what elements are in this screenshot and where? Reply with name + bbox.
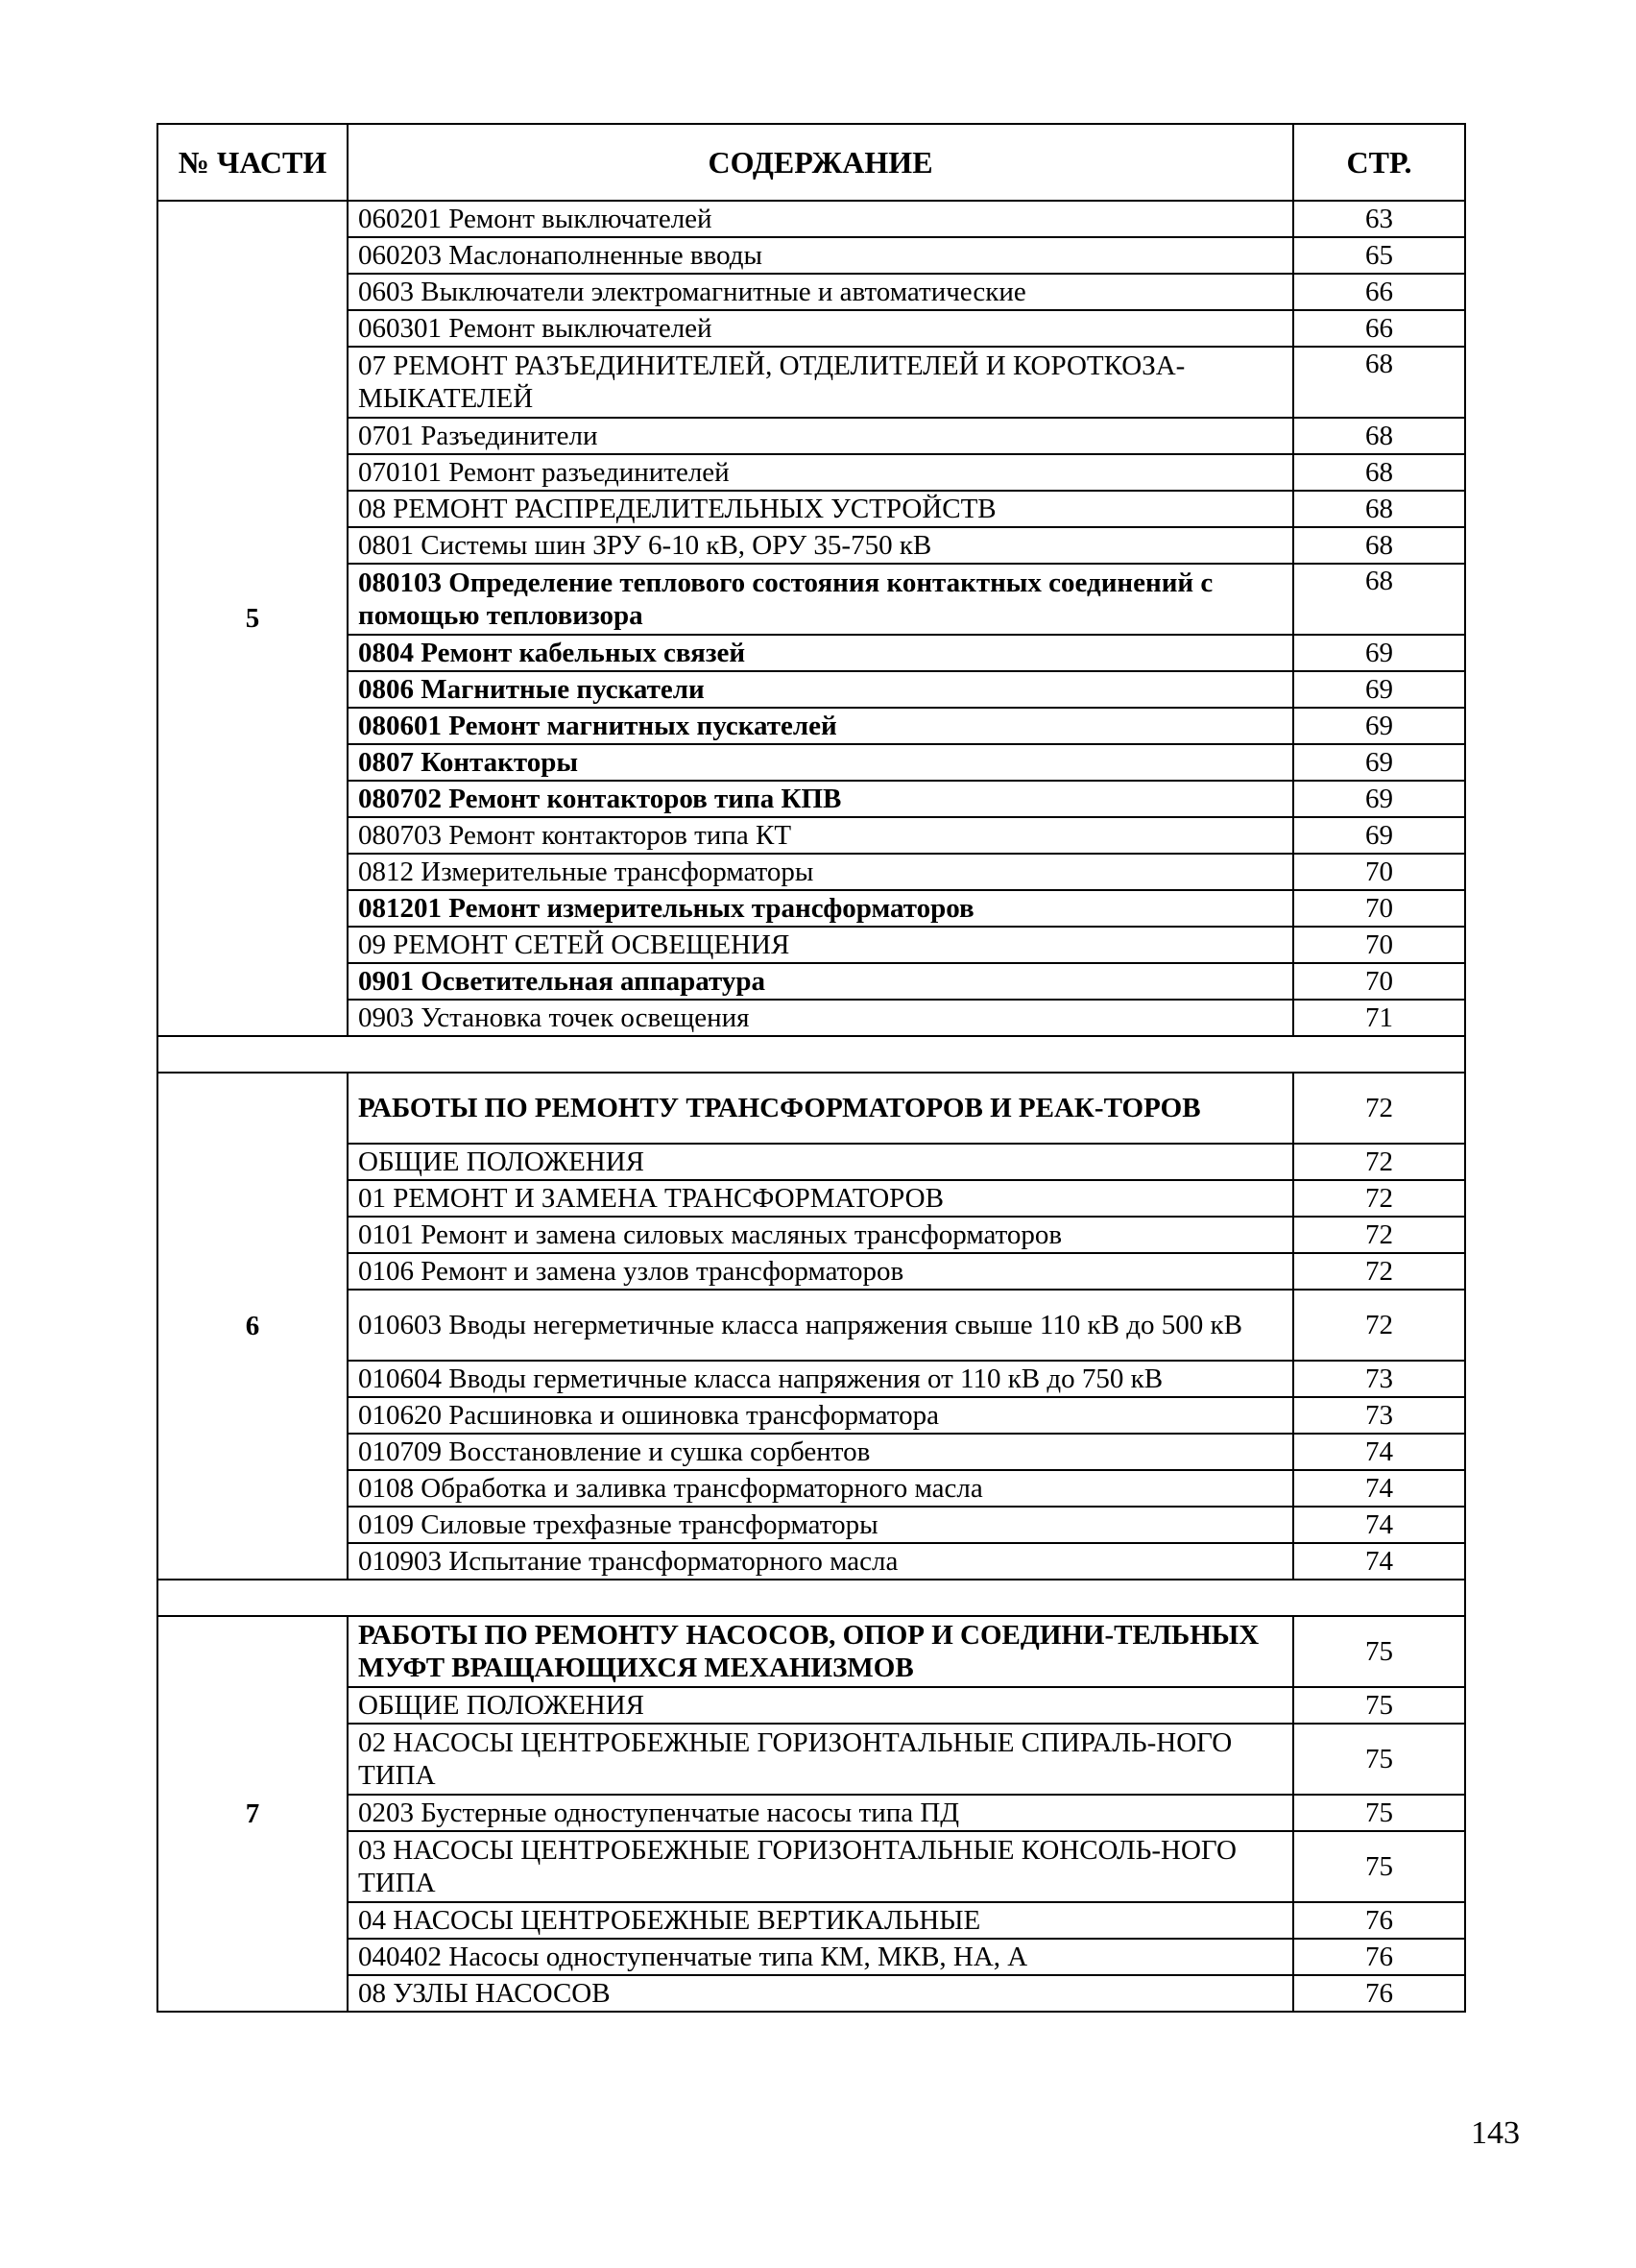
entry-page: 68 [1293,454,1465,491]
entry-title: 080601 Ремонт магнитных пускателей [348,708,1293,744]
entry-page: 76 [1293,1975,1465,2012]
entry-title: 0108 Обработка и заливка трансформаторного масла [348,1470,1293,1507]
entry-page: 74 [1293,1470,1465,1507]
entry-title: 03 НАСОСЫ ЦЕНТРОБЕЖНЫЕ ГОРИЗОНТАЛЬНЫЕ КОНСОЛЬ-НОГО ТИПА [348,1831,1293,1902]
entry-page: 68 [1293,491,1465,527]
section-title: РАБОТЫ ПО РЕМОНТУ НАСОСОВ, ОПОР И СОЕДИНИ-ТЕЛЬНЫХ МУФТ ВРАЩАЮЩИХСЯ МЕХАНИЗМОВ [348,1616,1293,1687]
entry-title: 0101 Ремонт и замена силовых масляных трансформаторов [348,1217,1293,1253]
entry-title: 04 НАСОСЫ ЦЕНТРОБЕЖНЫЕ ВЕРТИКАЛЬНЫЕ [348,1902,1293,1939]
entry-page: 72 [1293,1180,1465,1217]
entry-title: 0801 Системы шин ЗРУ 6-10 кВ, ОРУ 35-750 кВ [348,527,1293,564]
entry-title: 0701 Разъединители [348,418,1293,454]
entry-page: 75 [1293,1831,1465,1902]
entry-title: 060301 Ремонт выключателей [348,310,1293,347]
entry-page: 76 [1293,1939,1465,1975]
entry-title: 0901 Осветительная аппаратура [348,963,1293,1000]
header-part-number: № ЧАСТИ [157,124,348,201]
entry-page: 71 [1293,1000,1465,1036]
entry-title: 0106 Ремонт и замена узлов трансформаторов [348,1253,1293,1290]
entry-page: 74 [1293,1507,1465,1543]
entry-page: 75 [1293,1687,1465,1724]
section-separator [157,1036,1465,1073]
entry-page: 73 [1293,1397,1465,1434]
entry-page: 72 [1293,1290,1465,1361]
entry-title: 070101 Ремонт разъединителей [348,454,1293,491]
part-number-cell: 6 [157,1073,348,1580]
entry-page: 68 [1293,418,1465,454]
entry-title: 02 НАСОСЫ ЦЕНТРОБЕЖНЫЕ ГОРИЗОНТАЛЬНЫЕ СПИРАЛЬ-НОГО ТИПА [348,1724,1293,1795]
entry-page: 76 [1293,1902,1465,1939]
table-body [157,201,1465,2012]
entry-title: 0109 Силовые трехфазные трансформаторы [348,1507,1293,1543]
entry-page: 69 [1293,781,1465,817]
entry-title: 0804 Ремонт кабельных связей [348,635,1293,671]
entry-title: 010620 Расшиновка и ошиновка трансформатора [348,1397,1293,1434]
entry-title: 07 РЕМОНТ РАЗЪЕДИНИТЕЛЕЙ, ОТДЕЛИТЕЛЕЙ И КОРОТКОЗА-МЫКАТЕЛЕЙ [348,347,1293,418]
page-number: 143 [1471,2115,1520,2151]
entry-page: 69 [1293,817,1465,854]
entry-page: 72 [1293,1253,1465,1290]
entry-page: 72 [1293,1144,1465,1180]
entry-title: 08 РЕМОНТ РАСПРЕДЕЛИТЕЛЬНЫХ УСТРОЙСТВ [348,491,1293,527]
entry-title: 0903 Установка точек освещения [348,1000,1293,1036]
entry-page: 74 [1293,1543,1465,1580]
entry-page: 70 [1293,963,1465,1000]
entry-page: 68 [1293,347,1465,418]
entry-page: 63 [1293,201,1465,237]
section-separator [157,1580,1465,1616]
entry-title: 081201 Ремонт измерительных трансформаторов [348,890,1293,927]
entry-page: 66 [1293,310,1465,347]
entry-title: 0812 Измерительные трансформаторы [348,854,1293,890]
entry-page: 68 [1293,527,1465,564]
entry-page: 70 [1293,927,1465,963]
entry-page: 73 [1293,1361,1465,1397]
entry-title: ОБЩИЕ ПОЛОЖЕНИЯ [348,1687,1293,1724]
entry-page: 72 [1293,1217,1465,1253]
entry-title: 0203 Бустерные одноступенчатые насосы типа ПД [348,1795,1293,1831]
entry-page: 65 [1293,237,1465,274]
entry-title: 010603 Вводы негерметичные класса напряжения свыше 110 кВ до 500 кВ [348,1290,1293,1361]
entry-title: 0603 Выключатели электромагнитные и автоматические [348,274,1293,310]
contents-table [156,123,1466,2013]
section-page: 72 [1293,1073,1465,1144]
part-number-cell: 7 [157,1616,348,2012]
entry-title: 08 УЗЛЫ НАСОСОВ [348,1975,1293,2012]
entry-page: 70 [1293,854,1465,890]
header-content: СОДЕРЖАНИЕ [348,124,1293,201]
entry-page: 74 [1293,1434,1465,1470]
entry-page: 66 [1293,274,1465,310]
entry-title: 060203 Маслонаполненные вводы [348,237,1293,274]
entry-page: 69 [1293,635,1465,671]
entry-title: 0807 Контакторы [348,744,1293,781]
header-page: СТР. [1293,124,1465,201]
entry-title: 010604 Вводы герметичные класса напряжения от 110 кВ до 750 кВ [348,1361,1293,1397]
entry-page: 69 [1293,744,1465,781]
entry-title: 0806 Магнитные пускатели [348,671,1293,708]
entry-title: 080103 Определение теплового состояния контактных соединений с помощью тепловизора [348,564,1293,635]
table-header [157,124,1465,201]
entry-page: 69 [1293,708,1465,744]
entry-title: 010709 Восстановление и сушка сорбентов [348,1434,1293,1470]
section-title: РАБОТЫ ПО РЕМОНТУ ТРАНСФОРМАТОРОВ И РЕАК-ТОРОВ [348,1073,1293,1144]
entry-title: 080703 Ремонт контакторов типа КТ [348,817,1293,854]
part-number-cell: 5 [157,201,348,1036]
entry-page: 70 [1293,890,1465,927]
entry-title: 040402 Насосы одноступенчатые типа КМ, МКВ, НА, А [348,1939,1293,1975]
entry-page: 75 [1293,1724,1465,1795]
entry-page: 68 [1293,564,1465,635]
section-page: 75 [1293,1616,1465,1687]
entry-page: 75 [1293,1795,1465,1831]
entry-title: 09 РЕМОНТ СЕТЕЙ ОСВЕЩЕНИЯ [348,927,1293,963]
entry-title: 010903 Испытание трансформаторного масла [348,1543,1293,1580]
entry-title: 060201 Ремонт выключателей [348,201,1293,237]
entry-page: 69 [1293,671,1465,708]
entry-title: ОБЩИЕ ПОЛОЖЕНИЯ [348,1144,1293,1180]
entry-title: 01 РЕМОНТ И ЗАМЕНА ТРАНСФОРМАТОРОВ [348,1180,1293,1217]
entry-title: 080702 Ремонт контакторов типа КПВ [348,781,1293,817]
